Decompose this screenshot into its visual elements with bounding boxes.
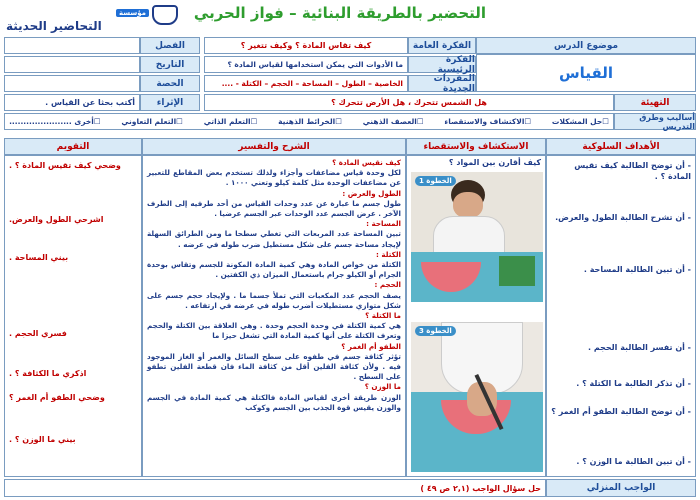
- logo-top-text: مؤسسة: [116, 9, 149, 17]
- methods-row: [4, 113, 614, 130]
- explain-paragraph: المساحة :: [366, 219, 401, 229]
- goal-item: - أن توضح الطالبة كيف تقيس المادة ؟ .: [574, 161, 691, 181]
- method-item[interactable]: ☐التعلم الذاتي: [203, 117, 258, 126]
- explore-header: الاستكشاف والاستقصاء: [406, 138, 546, 155]
- logo-main-text: التحاضير الحديثة: [6, 19, 102, 33]
- logo: [4, 3, 182, 37]
- main-idea-label: الفكرة الرئيسية: [408, 56, 476, 73]
- experiment-photo-1: [411, 172, 543, 302]
- vocab-label: المفردات الجديدة: [408, 75, 476, 92]
- explain-paragraph: لكل وحدة قياس مضاعفات وأجزاء ولذلك تستخدم بعض المقاطع للتعبير عن مضاعفات الوحدة مثل كلمة كيلو وتعني ١٠٠٠ .: [147, 168, 401, 188]
- explain-paragraph: يصف الحجم عدد المكعبات التي تملأ جسما ما . ولإيجاد حجم جسم على شكل متوازي مستطيلات أضرب طوله في عرضه في ارتفاعه .: [147, 290, 401, 310]
- goal-item: - أن توضح الطالبة الطفو أم الغمر ؟: [551, 407, 691, 416]
- evaluate-item: وضحي كيف تقيس المادة ؟ .: [9, 161, 121, 170]
- date-value[interactable]: [4, 56, 140, 73]
- methods-label: أساليب وطرق التدريس: [614, 113, 696, 130]
- evaluate-item: بيني ما الوزن ؟ .: [9, 435, 76, 444]
- lesson-value: القياس: [476, 54, 696, 92]
- page-title: التحضير بالطريقة البنائية – فواز الحربي: [193, 4, 487, 22]
- vocab-value: الخاصية – الطول – المساحة – الحجم – الكتلة - ....: [204, 75, 408, 92]
- homework-value: حل سؤال الواجب (٢,١ ص ٤٩ ): [4, 479, 546, 497]
- explain-paragraph: الطول والعرض :: [342, 188, 401, 198]
- explain-paragraph: طول جسم ما عبارة عن عدد وحدات القياس من أحد طرفيه إلى الطرف الآخر . عرض الجسم عدد الوحدات عبر الجسم عرضيا .: [147, 198, 401, 219]
- general-idea-value: كيف تقاس المادة ؟ وكيف تتغير ؟: [204, 37, 408, 54]
- field-label: الفصل: [140, 37, 200, 54]
- method-item[interactable]: ☐أخرى ......................: [9, 117, 101, 126]
- logo-icon: [152, 5, 178, 25]
- explain-paragraph: هي كمية الكتلة في وحدة الحجم وحدة . وهي العلاقة بين الكتلة والحجم وتعرف الكتلة على أنها كمية المادة التي تشغل حيزا ما: [147, 321, 401, 341]
- goal-item: - أن تبين الطالبة ما الوزن ؟ .: [576, 457, 691, 466]
- evaluate-item: فسري الحجم .: [9, 329, 67, 338]
- goals-header: الأهداف السلوكية: [546, 138, 696, 155]
- warmup-value: هل الشمس تتحرك ، هل الأرض تتحرك ؟: [204, 94, 614, 111]
- date-label: التاريخ: [140, 56, 200, 73]
- class-value[interactable]: [4, 75, 140, 92]
- goals-column: [546, 155, 696, 477]
- main-idea-value: ما الأدوات التي يمكن استخدامها لقياس المادة ؟: [204, 56, 408, 73]
- step-1-badge: الخطوة 1: [415, 176, 456, 186]
- explain-paragraph: تبين المساحة عدد المربعات التي تغطي سطحا ما ومن الطرائق السهلة لإيجاد مساحة جسم على شكل مستطيل ضرب طوله في عرضه .: [147, 229, 401, 249]
- warmup-label: التهيئة: [614, 94, 696, 111]
- evaluate-column: [4, 155, 142, 477]
- goal-item: - أن تفسر الطالبة الحجم .: [588, 343, 691, 352]
- explain-paragraph: ما الكتلة ؟: [365, 311, 401, 321]
- explore-column: [406, 155, 546, 477]
- explain-paragraph: تؤثر كثافة جسم في طفوه على سطح السائل والغمر أو الغاز الموجود فيه . ولأن كثافة الفلين أقل من كثافة الماء فان قطعة الفلين تطفو على السطح .: [147, 351, 401, 382]
- general-idea-label: الفكرة العامة: [408, 37, 476, 54]
- explain-paragraph: كيف نقيس المادة ؟: [332, 158, 401, 167]
- explain-header: الشرح والتفسير: [142, 138, 406, 155]
- explain-paragraph: الحجم :: [374, 280, 401, 290]
- field-value[interactable]: [4, 37, 140, 54]
- lesson-label: موضوع الدرس: [476, 37, 696, 54]
- enrichment-value: أكتب بحثا عن القياس .: [4, 94, 140, 111]
- evaluate-item: اذكري ما الكثافة ؟ .: [9, 369, 87, 378]
- step-3-badge: الخطوة 3: [415, 326, 456, 336]
- explain-paragraph: الوزن طريقة أخرى لقياس المادة فالكتلة هي كمية المادة في الجسم والوزن يقيس قوة الجذب بين الجسم وكوكب: [147, 392, 401, 412]
- goal-item: - أن تشرح الطالبة الطول والعرض.: [555, 213, 691, 222]
- method-item[interactable]: ☐التعلم التعاوني: [121, 117, 183, 126]
- explain-paragraph: ما الوزن ؟: [364, 382, 401, 392]
- explain-paragraph: الكتلة من خواص المادة وهي كمية المادة المكونة للجسم وتقاس بوحدة الجرام أو الكيلو جرام باستعمال الميزان ذي الكفتين .: [147, 260, 401, 280]
- goal-item: - أن تذكر الطالبة ما الكتلة ؟ .: [576, 379, 691, 388]
- method-item[interactable]: ☐حل المشكلات: [551, 117, 609, 126]
- class-label: الحصة: [140, 75, 200, 92]
- experiment-photo-2: [411, 322, 543, 472]
- explain-column: [142, 155, 406, 477]
- method-item[interactable]: ☐الخرائط الذهنية: [278, 117, 342, 126]
- explain-paragraph: الكتلة :: [376, 249, 401, 259]
- homework-label: الواجب المنزلي: [546, 479, 696, 497]
- explore-question: كيف أقارن بين المواد ؟: [448, 158, 541, 167]
- evaluate-item: بيني المساحة .: [9, 253, 69, 262]
- evaluate-item: اشرحي الطول والعرض.: [9, 215, 104, 224]
- method-item[interactable]: ☐الاكتشاف والاستقصاء: [444, 117, 532, 126]
- enrichment-label: الإثراء: [140, 94, 200, 111]
- explain-paragraph: الطفو أم الغمر ؟: [341, 341, 401, 351]
- evaluate-header: التقويم: [4, 138, 142, 155]
- evaluate-item: وضحي الطفو أم الغمر ؟: [9, 393, 105, 402]
- method-item[interactable]: ☐العصف الذهني: [362, 117, 424, 126]
- goal-item: - أن تبين الطالبة المساحة .: [583, 265, 691, 274]
